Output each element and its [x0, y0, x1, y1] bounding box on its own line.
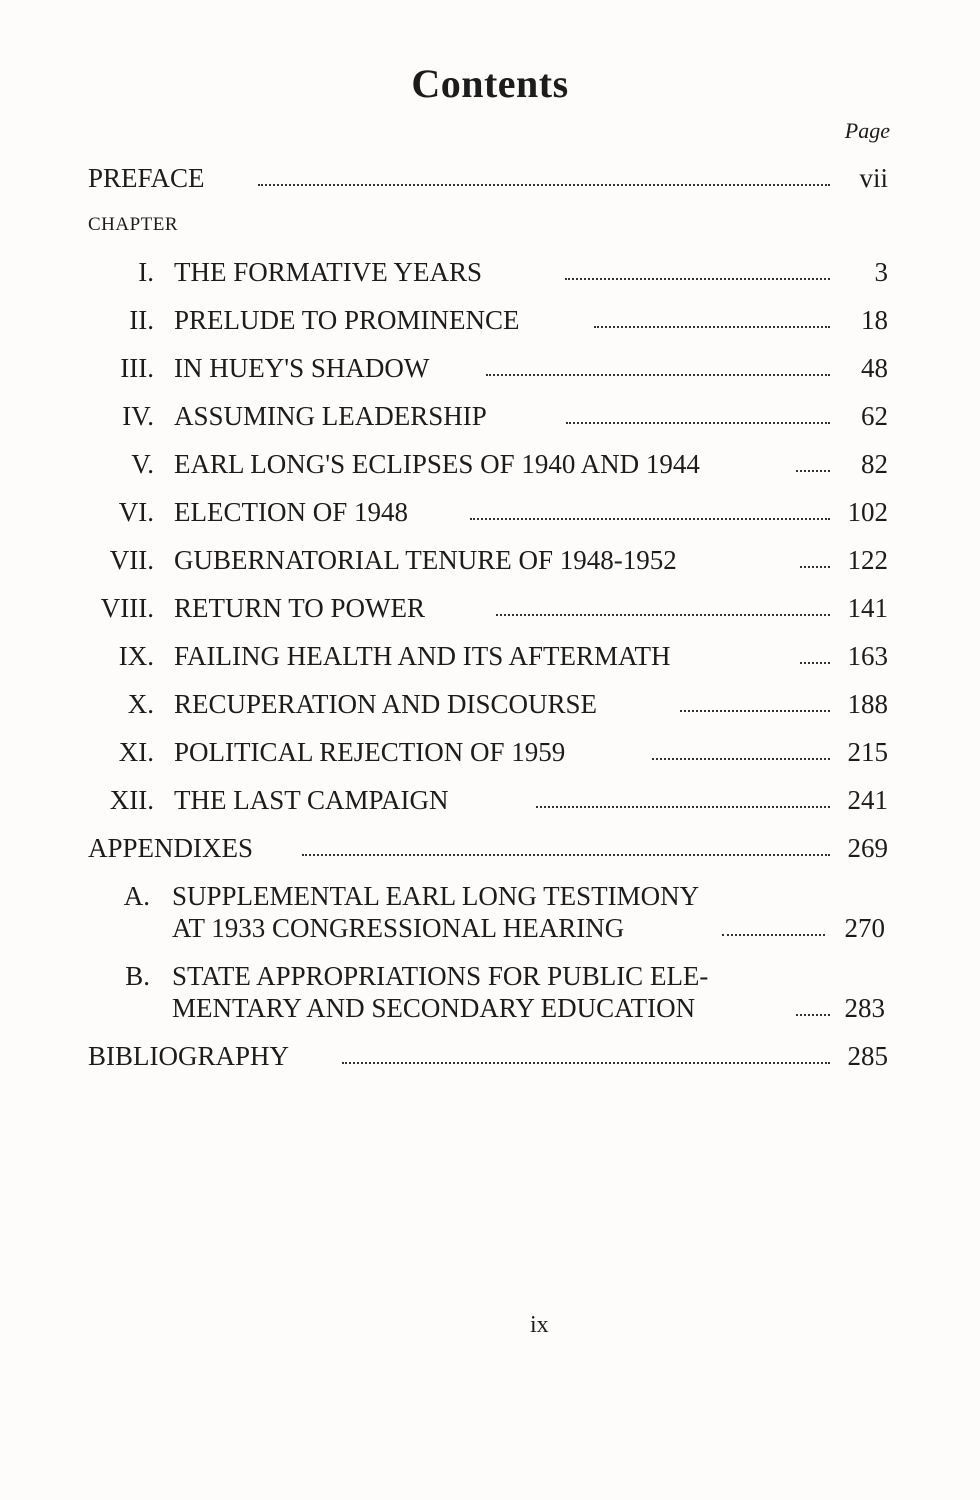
toc-page-number: 285	[847, 1041, 888, 1071]
chapter-title: PRELUDE TO PROMINENCE	[174, 305, 520, 335]
toc-entry-preface[interactable]	[0, 160, 980, 196]
chapter-number: X.	[127, 689, 154, 719]
toc-page-number: 3	[874, 257, 888, 287]
toc-entry-appendix-a[interactable]	[0, 878, 980, 914]
chapter-number: XII.	[109, 785, 154, 815]
toc-entry-label: PREFACE	[88, 163, 205, 193]
chapter-title: ELECTION OF 1948	[174, 497, 408, 527]
appendix-title-line2: AT 1933 CONGRESSIONAL HEARING	[172, 913, 625, 943]
dot-leader	[258, 160, 830, 196]
appendix-title-line1: STATE APPROPRIATIONS FOR PUBLIC ELE-	[172, 961, 709, 991]
chapter-number: IX.	[118, 641, 154, 671]
toc-page-number: 269	[847, 833, 888, 863]
toc-page-number: 188	[847, 689, 888, 719]
dot-leader	[536, 782, 830, 818]
toc-entry-bibliography[interactable]	[0, 1038, 980, 1074]
dot-leader	[486, 350, 830, 386]
chapter-number: VII.	[109, 545, 154, 575]
toc-entry-appendix-b-continued[interactable]	[0, 990, 980, 1026]
appendix-letter: B.	[125, 961, 150, 991]
chapter-number: III.	[120, 353, 154, 383]
chapter-title: IN HUEY'S SHADOW	[174, 353, 430, 383]
toc-entry-appendix-a-continued[interactable]	[0, 910, 980, 946]
toc-page-number: 82	[861, 449, 888, 479]
toc-page-number: 48	[861, 353, 888, 383]
toc-entry-chapter-11[interactable]	[0, 734, 980, 770]
toc-entry-chapter-6[interactable]	[0, 494, 980, 530]
chapter-number: VI.	[118, 497, 154, 527]
toc-page-number: 102	[847, 497, 888, 527]
appendix-title-line2: MENTARY AND SECONDARY EDUCATION	[172, 993, 696, 1023]
toc-entry-chapter-10[interactable]	[0, 686, 980, 722]
toc-entry-chapter-8[interactable]	[0, 590, 980, 626]
dot-leader	[470, 494, 830, 530]
dot-leader	[496, 590, 830, 626]
toc-page-number: 18	[861, 305, 888, 335]
toc-page-number: 163	[847, 641, 888, 671]
dot-leader	[680, 686, 830, 722]
toc-page-number: 62	[861, 401, 888, 431]
chapter-number: I.	[138, 257, 154, 287]
toc-page-number: 283	[844, 993, 885, 1023]
toc-entry-label: BIBLIOGRAPHY	[88, 1041, 290, 1071]
toc-entry-chapter-1[interactable]	[0, 254, 980, 290]
chapter-number: IV.	[122, 401, 154, 431]
appendix-title-line1: SUPPLEMENTAL EARL LONG TESTIMONY	[172, 881, 700, 911]
toc-entry-chapter-5[interactable]	[0, 446, 980, 482]
chapter-title: RETURN TO POWER	[174, 593, 426, 623]
toc-entry-label: APPENDIXES	[88, 833, 254, 863]
toc-entry-chapter-7[interactable]	[0, 542, 980, 578]
dot-leader	[800, 638, 830, 674]
page-folio: ix	[530, 1312, 549, 1338]
chapter-title: POLITICAL REJECTION OF 1959	[174, 737, 566, 767]
dot-leader	[594, 302, 830, 338]
chapter-title: GUBERNATORIAL TENURE OF 1948-1952	[174, 545, 677, 575]
toc-entry-chapter-4[interactable]	[0, 398, 980, 434]
dot-leader	[565, 254, 830, 290]
dot-leader	[566, 398, 830, 434]
toc-page-number: 270	[844, 913, 885, 943]
toc-page-number: 241	[847, 785, 888, 815]
chapter-title: FAILING HEALTH AND ITS AFTERMATH	[174, 641, 671, 671]
toc-page-number: vii	[859, 163, 888, 193]
chapter-title: THE FORMATIVE YEARS	[174, 257, 483, 287]
page-column-header: Page	[844, 118, 890, 143]
toc-entry-chapter-12[interactable]	[0, 782, 980, 818]
toc-entry-chapter-3[interactable]	[0, 350, 980, 386]
chapter-title: ASSUMING LEADERSHIP	[174, 401, 487, 431]
toc-entry-appendixes[interactable]	[0, 830, 980, 866]
toc-page-number: 122	[847, 545, 888, 575]
toc-entry-chapter-2[interactable]	[0, 302, 980, 338]
dot-leader	[796, 990, 830, 1026]
toc-entry-appendix-b[interactable]	[0, 958, 980, 994]
toc-page-number: 141	[847, 593, 888, 623]
chapter-title: EARL LONG'S ECLIPSES OF 1940 AND 1944	[174, 449, 700, 479]
chapter-label: CHAPTER	[88, 214, 179, 235]
page-title: Contents	[411, 61, 569, 106]
chapter-number: V.	[131, 449, 154, 479]
toc-entry-chapter-9[interactable]	[0, 638, 980, 674]
dot-leader	[652, 734, 830, 770]
dot-leader	[302, 830, 830, 866]
chapter-number: VIII.	[100, 593, 154, 623]
chapter-title: THE LAST CAMPAIGN	[174, 785, 449, 815]
dot-leader	[342, 1038, 830, 1074]
chapter-title: RECUPERATION AND DISCOURSE	[174, 689, 598, 719]
dot-leader	[722, 910, 825, 946]
toc-page-number: 215	[847, 737, 888, 767]
chapter-number: II.	[129, 305, 154, 335]
dot-leader	[796, 446, 830, 482]
chapter-number: XI.	[118, 737, 154, 767]
appendix-letter: A.	[123, 881, 150, 911]
dot-leader	[800, 542, 830, 578]
